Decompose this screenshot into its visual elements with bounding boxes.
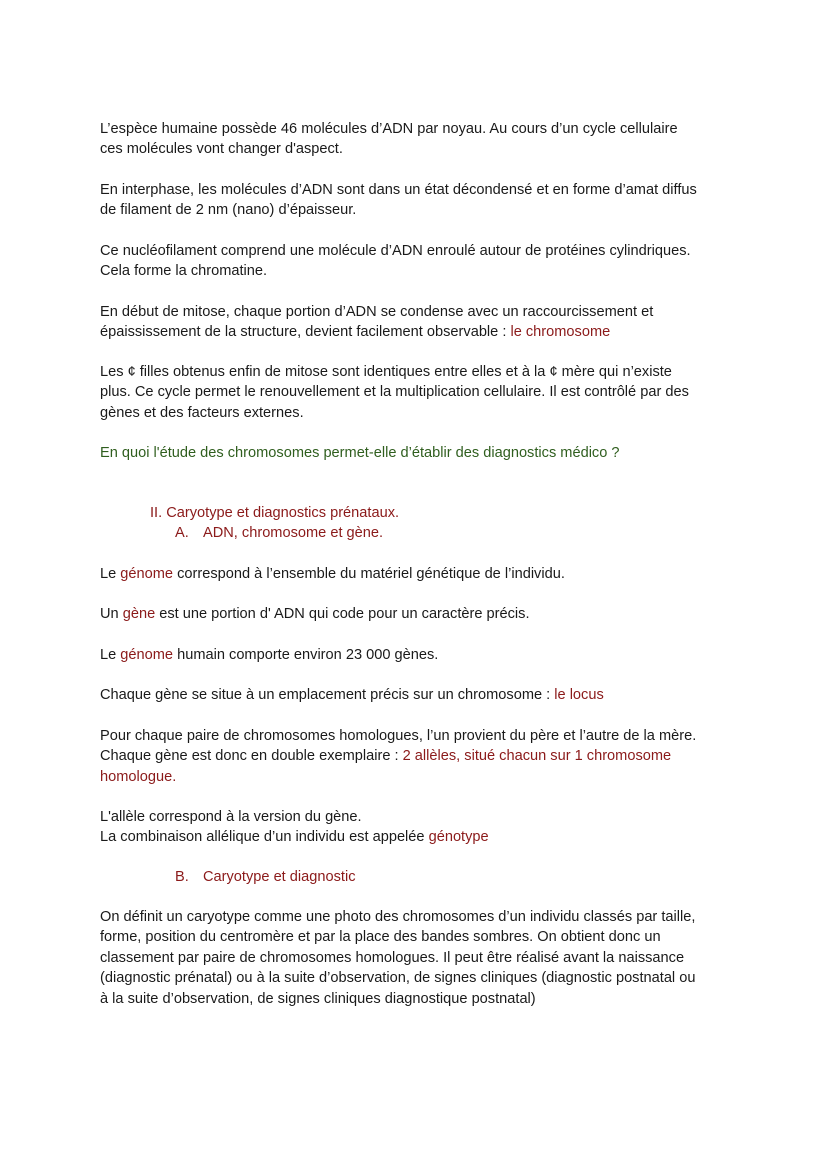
text-line: classement par paire de chromosomes homologues. Il peut être réalisé avant la naissance: [100, 949, 685, 966]
highlight-term: homologue.: [100, 768, 177, 785]
text-run: La combinaison allélique d’un individu est appelée: [100, 829, 429, 846]
intro-paragraph: [100, 119, 740, 160]
text-line: On définit un caryotype comme une photo des chromosomes d’un individu classés par taille,: [100, 909, 696, 925]
text-line: gènes et des facteurs externes.: [100, 404, 304, 421]
nucleofilament-paragraph: [100, 241, 740, 282]
highlight-term: le chromosome: [510, 324, 611, 341]
text-line: ces molécules vont changer d'aspect.: [100, 141, 343, 158]
text-run: humain comporte environ 23 000 gènes.: [173, 647, 439, 663]
locus-definition: [100, 685, 740, 705]
text-line: (diagnostic prénatal) ou à la suite d’observation, de signes cliniques (diagnostic postnatal ou: [100, 970, 696, 987]
text-line: En début de mitose, chaque portion d’ADN se condense avec un raccourcissement et: [100, 304, 654, 320]
text-line: Cela forme la chromatine.: [100, 263, 268, 280]
text-run: est une portion d' ADN qui code pour un caractère précis.: [155, 606, 530, 622]
gene-definition: [100, 604, 740, 624]
text-line: Ce nucléofilament comprend une molécule d’ADN enroulé autour de protéines cylindriques.: [100, 243, 691, 259]
subsection-heading-b: [175, 867, 356, 887]
cells-paragraph: [100, 362, 740, 423]
text-line: Pour chaque paire de chromosomes homologues, l’un provient du père et l’autre de la mère.: [100, 728, 697, 744]
text-line: plus. Ce cycle permet le renouvellement et la multiplication cellulaire. Il est contrôlé par des: [100, 384, 689, 401]
highlight-term: le locus: [554, 687, 604, 703]
section-heading: II. Caryotype et diagnostics prénataux.: [150, 505, 400, 521]
text-line: de filament de 2 nm (nano) d’épaisseur.: [100, 202, 357, 219]
text-run: Chaque gène se situe à un emplacement précis sur un chromosome :: [100, 687, 555, 703]
text-line: Les ¢ filles obtenus enfin de mitose sont identiques entre elles et à la ¢ mère qui n’existe: [100, 364, 672, 380]
subsection-heading-a: [175, 523, 383, 543]
interphase-paragraph: [100, 180, 740, 221]
genome-size: [100, 645, 740, 665]
text-line: forme, position du centromère et par la place des bandes sombres. On obtient donc un: [100, 929, 661, 946]
text-run: Chaque gène est donc en double exemplaire :: [100, 748, 403, 765]
highlight-term: génotype: [428, 829, 489, 846]
subsection-title: Caryotype et diagnostic: [203, 869, 356, 885]
subsection-title: ADN, chromosome et gène.: [203, 525, 384, 541]
genotype-paragraph: [100, 807, 740, 848]
problem-question: En quoi l'étude des chromosomes permet-elle d’établir des diagnostics médico ?: [100, 445, 620, 461]
genome-definition: [100, 564, 740, 584]
text-line: à la suite d’observation, de signes cliniques diagnostique postnatal): [100, 990, 536, 1007]
subsection-label: B.: [175, 869, 189, 885]
mitosis-paragraph: [100, 302, 740, 343]
text-run: Un: [100, 606, 123, 622]
highlight-term: 2 allèles, situé chacun sur 1 chromosome: [402, 748, 672, 765]
text-run: Le: [100, 647, 121, 663]
text-run: correspond à l’ensemble du matériel génétique de l’individu.: [173, 566, 565, 582]
highlight-term: gène: [122, 606, 156, 622]
text-line: En interphase, les molécules d’ADN sont dans un état décondensé et en forme d’amat diffus: [100, 182, 697, 198]
text-line: épaississement de la structure, devient facilement observable :: [100, 324, 511, 341]
highlight-term: génome: [120, 647, 174, 663]
text-line: L'allèle correspond à la version du gène.: [100, 809, 362, 825]
karyotype-paragraph: [100, 907, 750, 1009]
text-run: Le: [100, 566, 121, 582]
highlight-term: génome: [120, 566, 174, 582]
subsection-label: A.: [175, 525, 189, 541]
text-line: L’espèce humaine possède 46 molécules d’ADN par noyau. Au cours d’un cycle cellulaire: [100, 121, 678, 137]
alleles-paragraph: [100, 726, 740, 787]
